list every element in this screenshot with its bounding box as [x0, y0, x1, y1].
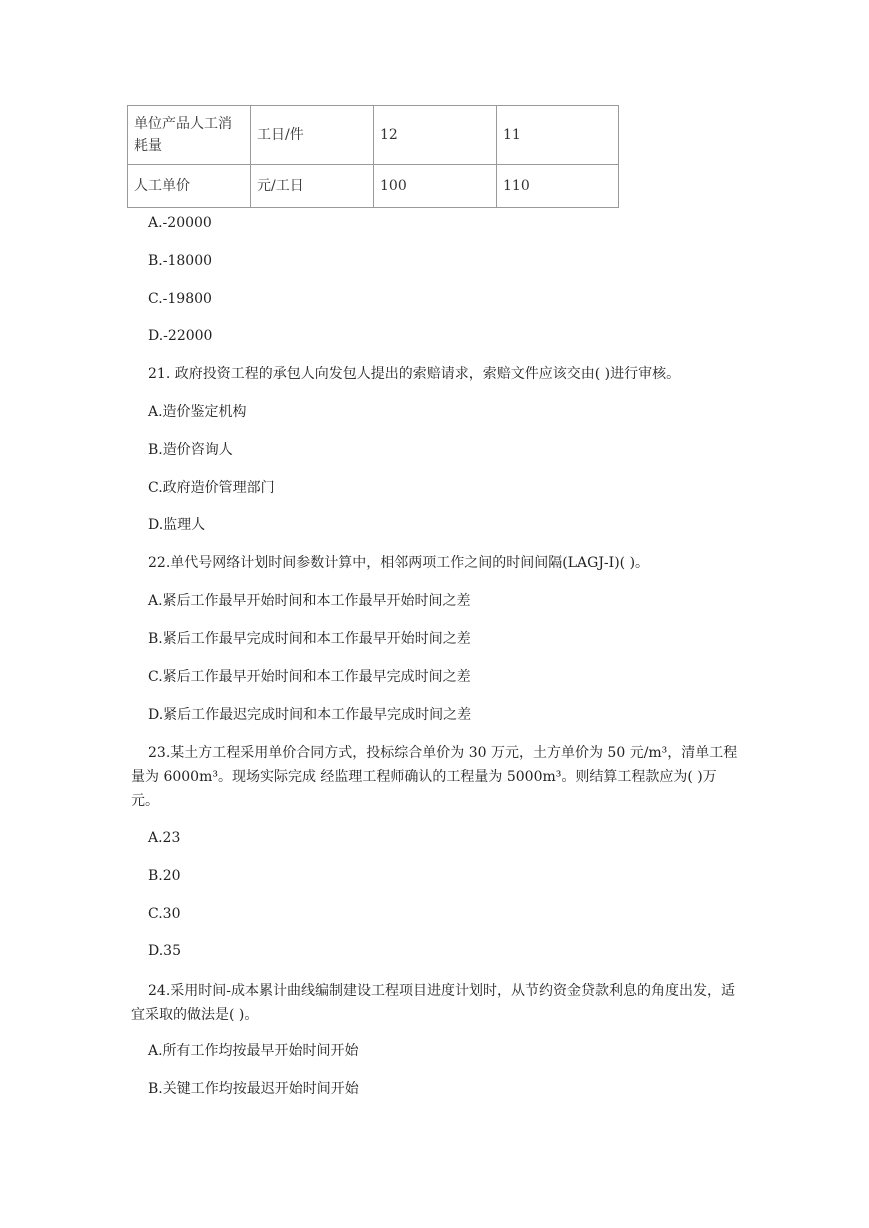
q22-stem: 22.单代号网络计划时间参数计算中，相邻两项工作之间的时间间隔(LAGJ-I)( )。: [148, 555, 650, 571]
table-row: [128, 106, 619, 165]
q24-option-a: A.所有工作均按最早开始时间开始: [148, 1043, 359, 1059]
table-cell: 12: [374, 106, 497, 165]
q22-option-a: A.紧后工作最早开始时间和本工作最早开始时间之差: [148, 593, 471, 609]
table-cell: 工日/件: [251, 106, 374, 165]
table-cell: 100: [374, 165, 497, 208]
q22-option-c: C.紧后工作最早开始时间和本工作最早完成时间之差: [148, 669, 471, 685]
q21-option-d: D.监理人: [148, 517, 206, 533]
q23-option-c: C.30: [148, 906, 181, 922]
q20-option-a: A.-20000: [148, 215, 212, 231]
q23-option-a: A.23: [148, 830, 181, 846]
q20-option-c: C.-19800: [148, 291, 212, 307]
q21-stem: 21. 政府投资工程的承包人向发包人提出的索赔请求，索赔文件应该交由( )进行审核。: [148, 366, 681, 382]
q20-option-b: B.-18000: [148, 253, 213, 269]
table-row: [128, 165, 619, 208]
table-cell: 11: [497, 106, 619, 165]
q22-option-d: D.紧后工作最迟完成时间和本工作最早完成时间之差: [148, 707, 472, 723]
table-cell: 单位产品人工消耗量: [128, 106, 251, 165]
table-cell: 人工单价: [128, 165, 251, 208]
q24-option-b: B.关键工作均按最迟开始时间开始: [148, 1081, 359, 1097]
q24-stem: 24.采用时间-成本累计曲线编制建设工程项目进度计划时，从节约资金贷款利息的角度出发，适宜采取的做法是( )。: [131, 983, 735, 1023]
table-cell: 110: [497, 165, 619, 208]
table-cell: 元/工日: [251, 165, 374, 208]
q21-option-c: C.政府造价管理部门: [148, 480, 275, 496]
q23-option-d: D.35: [148, 943, 181, 959]
cost-table: [127, 105, 619, 208]
q21-option-b: B.造价咨询人: [148, 442, 233, 458]
q23-stem: 23.某土方工程采用单价合同方式，投标综合单价为 30 万元，土方单价为 50 元/m³，清单工程量为 6000m³。现场实际完成 经监理工程师确认的工程量为 5000m³。则结算工程款应为( )万元。: [131, 745, 738, 809]
q22-option-b: B.紧后工作最早完成时间和本工作最早开始时间之差: [148, 631, 471, 647]
q23-option-b: B.20: [148, 868, 181, 884]
q21-option-a: A.造价鉴定机构: [148, 404, 247, 420]
q20-option-d: D.-22000: [148, 328, 213, 344]
